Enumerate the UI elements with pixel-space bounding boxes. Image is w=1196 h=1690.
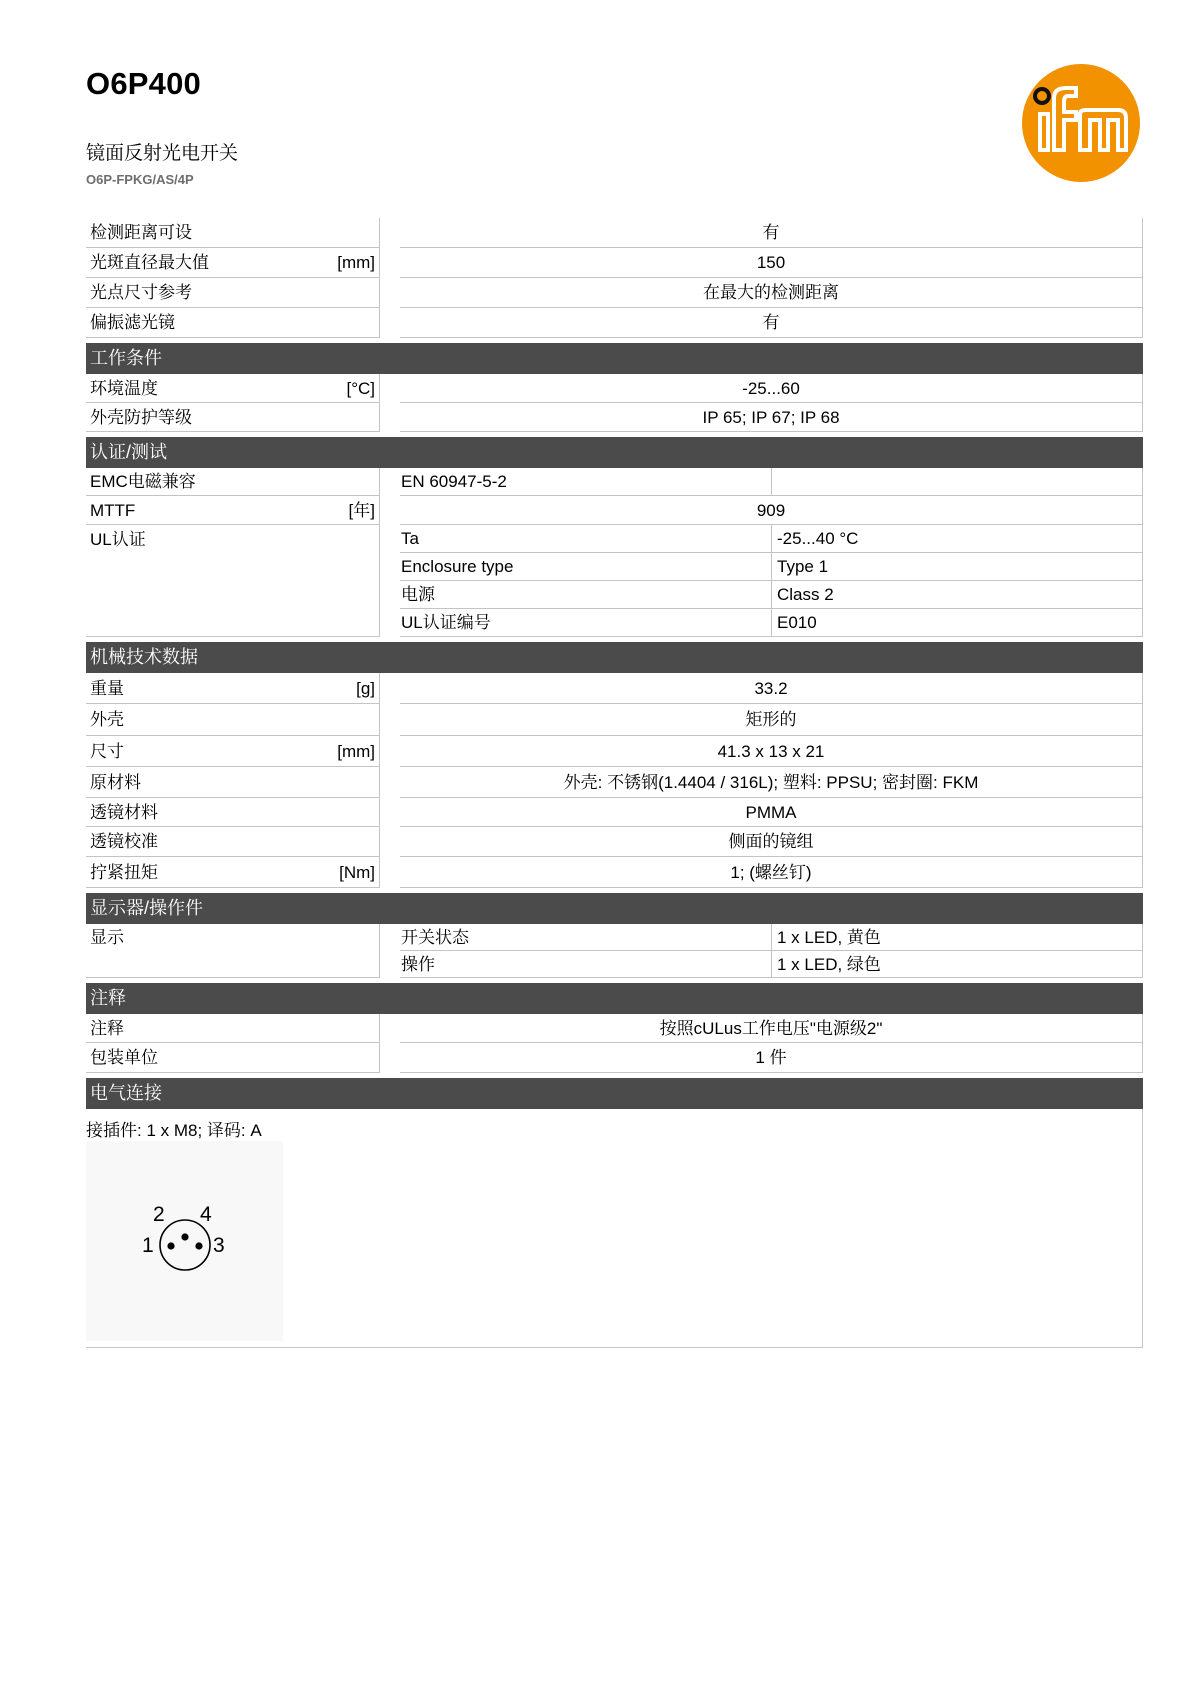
spec-row xyxy=(86,374,1143,403)
product-title: O6P400 xyxy=(86,66,201,101)
spec-label: 检测距离可设 xyxy=(90,223,192,242)
spec-label: 环境温度 xyxy=(90,379,158,398)
spec-row xyxy=(86,1014,1143,1043)
spec-row xyxy=(86,767,1143,798)
spec-label: 透镜材料 xyxy=(90,803,158,822)
spec-row-ul xyxy=(86,525,1143,637)
pin-2-label: 2 xyxy=(153,1203,165,1226)
spec-row-display xyxy=(86,924,1143,978)
spec-row-mttf xyxy=(86,496,1143,525)
spec-label-cell xyxy=(86,1043,380,1073)
spec-value: 外壳: 不锈钢(1.4404 / 316L); 塑料: PPSU; 密封圈: FKM xyxy=(400,767,1143,798)
sub-value: 1 x LED, 绿色 xyxy=(772,951,1143,978)
spec-label-cell xyxy=(86,218,380,248)
sub-value: 1 x LED, 黄色 xyxy=(772,924,1143,951)
connection-description: 接插件: 1 x M8; 译码: A xyxy=(86,1121,262,1140)
spec-value: 按照cULus工作电压"电源级2" xyxy=(400,1014,1143,1043)
spec-label: 外壳 xyxy=(90,710,124,729)
spec-row xyxy=(86,827,1143,857)
spec-label: 外壳防护等级 xyxy=(90,408,192,427)
spec-sheet xyxy=(86,218,1143,1348)
sub-key: 电源 xyxy=(400,581,772,609)
sub-key: 开关状态 xyxy=(400,924,772,951)
sub-row xyxy=(400,468,1143,496)
spec-label-cell xyxy=(86,767,380,798)
spec-row xyxy=(86,798,1143,827)
spec-value: 909 xyxy=(400,496,1143,525)
display-sub-table xyxy=(400,924,1143,978)
spec-value: -25...60 xyxy=(400,374,1143,403)
spec-label: 重量 xyxy=(90,679,124,698)
spec-row xyxy=(86,673,1143,704)
spec-row xyxy=(86,403,1143,432)
spec-label-cell xyxy=(86,1014,380,1043)
spec-label-cell xyxy=(86,827,380,857)
spec-label-cell xyxy=(86,496,380,525)
spec-label-cell xyxy=(86,673,380,704)
product-subtitle: 镜面反射光电开关 xyxy=(86,143,239,164)
spec-label-cell xyxy=(86,308,380,338)
m8-connector-icon xyxy=(86,1141,283,1341)
spec-unit: [°C] xyxy=(346,379,375,398)
spec-label-cell xyxy=(86,798,380,827)
spec-row xyxy=(86,248,1143,278)
product-code: O6P-FPKG/AS/4P xyxy=(86,172,194,187)
spec-label-cell xyxy=(86,248,380,278)
spec-row xyxy=(86,218,1143,248)
spec-unit: [年] xyxy=(348,501,375,520)
spec-value: 在最大的检测距离 xyxy=(400,278,1143,308)
spec-label: MTTF xyxy=(90,501,136,520)
spec-value: 1 件 xyxy=(400,1043,1143,1073)
spec-value: 有 xyxy=(400,308,1143,338)
spec-row xyxy=(86,308,1143,338)
pin-4-label: 4 xyxy=(200,1203,212,1226)
spec-label: 注释 xyxy=(90,1019,124,1038)
spec-label-cell xyxy=(86,857,380,888)
spec-value: 33.2 xyxy=(400,673,1143,704)
spec-value: IP 65; IP 67; IP 68 xyxy=(400,403,1143,432)
sub-value: E010 xyxy=(772,609,1143,637)
spec-unit: [g] xyxy=(356,679,375,698)
section-header-notes: 注释 xyxy=(86,983,1143,1014)
spec-row-emc xyxy=(86,468,1143,496)
sub-key: Ta xyxy=(400,525,772,553)
ul-sub-table xyxy=(400,525,1143,637)
spec-value: 41.3 x 13 x 21 xyxy=(400,736,1143,767)
spec-label-cell xyxy=(86,924,380,978)
section-header-electrical: 电气连接 xyxy=(86,1078,1143,1109)
spec-value: 有 xyxy=(400,218,1143,248)
pin-diagram xyxy=(86,1141,283,1341)
spec-unit: [mm] xyxy=(337,742,375,761)
spec-unit: [Nm] xyxy=(339,863,375,882)
sub-row xyxy=(400,553,1143,581)
spec-value: PMMA xyxy=(400,798,1143,827)
sub-value: -25...40 °C xyxy=(772,525,1143,553)
spec-value: 1; (螺丝钉) xyxy=(400,857,1143,888)
spec-row xyxy=(86,704,1143,736)
spec-row xyxy=(86,1043,1143,1073)
sub-row xyxy=(400,525,1143,553)
spec-label: 尺寸 xyxy=(90,742,124,761)
spec-label: 偏振滤光镜 xyxy=(90,313,175,332)
spec-value: 矩形的 xyxy=(400,704,1143,736)
spec-label: 光点尺寸参考 xyxy=(90,283,192,302)
spec-label: 原材料 xyxy=(90,773,141,792)
spec-value: 150 xyxy=(400,248,1143,278)
sub-value-empty xyxy=(772,468,1143,496)
spec-label: 拧紧扭矩 xyxy=(90,863,158,882)
section-header-operating: 工作条件 xyxy=(86,343,1143,374)
pin-3-label: 3 xyxy=(213,1234,225,1257)
spec-label: 包装单位 xyxy=(90,1048,158,1067)
sub-key: 操作 xyxy=(400,951,772,978)
pin-1-label: 1 xyxy=(142,1234,154,1257)
spec-row xyxy=(86,278,1143,308)
section-header-approvals: 认证/测试 xyxy=(86,437,1143,468)
sub-row xyxy=(400,609,1143,637)
sub-row xyxy=(400,951,1143,978)
spec-label-cell xyxy=(86,278,380,308)
sub-key: EN 60947-5-2 xyxy=(400,468,772,496)
spec-value: 侧面的镜组 xyxy=(400,827,1143,857)
section-header-mechanical: 机械技术数据 xyxy=(86,642,1143,673)
spec-row xyxy=(86,736,1143,767)
spec-label-cell xyxy=(86,468,380,496)
spec-label: 透镜校准 xyxy=(90,832,158,851)
sub-row xyxy=(400,581,1143,609)
sub-key: UL认证编号 xyxy=(400,609,772,637)
connection-panel xyxy=(86,1109,1143,1348)
spec-label: 显示 xyxy=(90,928,124,947)
ifm-logo-icon xyxy=(1022,64,1140,182)
sub-value: Type 1 xyxy=(772,553,1143,581)
spec-label-cell xyxy=(86,374,380,403)
spec-unit: [mm] xyxy=(337,253,375,272)
spec-label-cell xyxy=(86,403,380,432)
sub-row xyxy=(400,924,1143,951)
sub-key: Enclosure type xyxy=(400,553,772,581)
emc-sub-table xyxy=(400,468,1143,496)
spec-label-cell xyxy=(86,525,380,637)
sub-value: Class 2 xyxy=(772,581,1143,609)
section-header-display: 显示器/操作件 xyxy=(86,893,1143,924)
spec-label: EMC电磁兼容 xyxy=(90,472,196,491)
spec-row xyxy=(86,857,1143,888)
spec-label-cell xyxy=(86,736,380,767)
spec-label: 光斑直径最大值 xyxy=(90,253,209,272)
spec-label: UL认证 xyxy=(90,530,146,549)
spec-label-cell xyxy=(86,704,380,736)
